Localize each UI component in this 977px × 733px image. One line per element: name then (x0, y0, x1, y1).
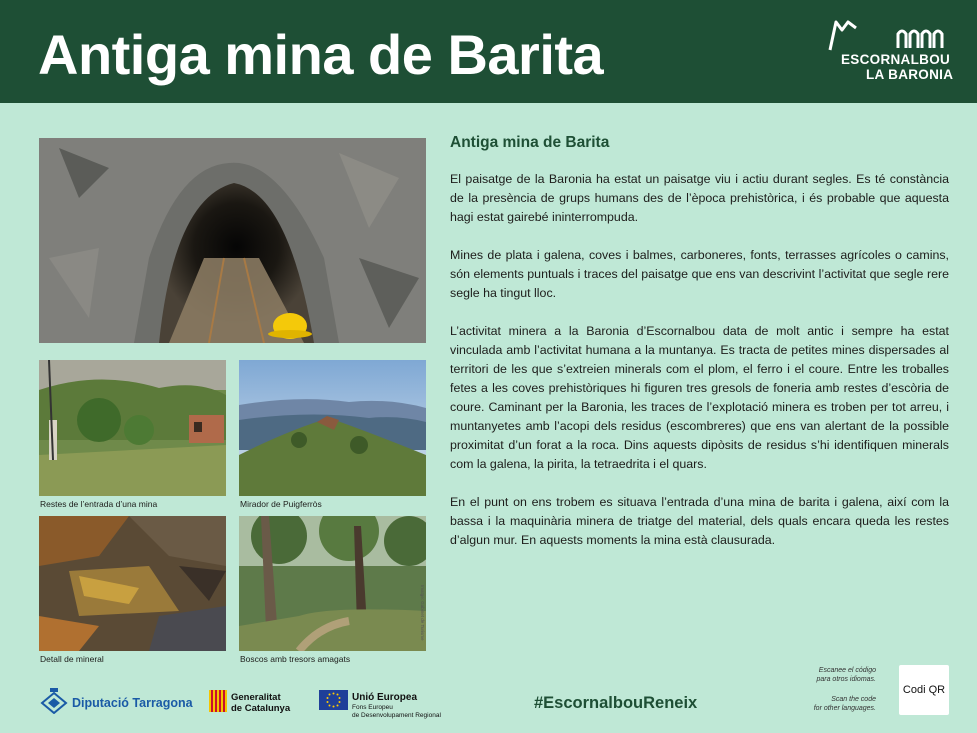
generalitat-line2: de Catalunya (231, 703, 291, 714)
caption-mineral-detail: Detall de mineral (40, 654, 104, 664)
paragraph-4: En el punt on ens trobem es situava l’entrada d’una mina de barita i galena, així com la bassa i la maquinària minera de triatge del material, dels quals encara queda les restes d’algun mur. En aquests moments la mina està clausurada. (450, 495, 949, 547)
scan-es-line2: para otros idiomas. (816, 676, 876, 683)
scan-en-line2: for other languages. (813, 705, 876, 712)
generalitat-logo (209, 690, 227, 717)
scan-en-line1: Scan the code (831, 696, 876, 703)
eu-title: Unió Europea (352, 692, 418, 703)
scan-es-line1: Escanee el código (818, 667, 876, 674)
eu-subtitle-line1: Fons Europeu (352, 704, 393, 711)
escornalbou-logo (826, 16, 956, 86)
eu-subtitle (352, 704, 441, 719)
photo-mine-entrance-remains (39, 360, 226, 496)
scan-text-en (790, 695, 876, 713)
page-title: Antiga mina de Barita (38, 23, 604, 86)
caption-mirador: Mirador de Puigferròs (240, 499, 322, 509)
caption-mine-entrance: Restes de l’entrada d’una mina (40, 499, 158, 509)
photo-mineral-detail (39, 516, 226, 651)
main-photo-mine-tunnel (39, 138, 426, 343)
logo-line2: LA BARONIA (866, 67, 954, 82)
paragraph-3: L’activitat minera a la Baronia d’Escornalbou data de molt antic i sempre ha estat vinculada amb l’activitat humana a la muntanya. Es tracta de petites mines dispersades al territori de les que s’extreien minerals com el plom, el ferro i el coure. Entre les troballes fetes a les coves prehistòriques hi figuren tres gresols de foneria amb restes d’escòria de coure. Caminant per la Baronia, les traces de l’explotació minera es troben per tot arreu, i muntanyetes amb l’acopi dels residus (escombreres) que ens van alertant de la possible proximitat d’un forat a la roca. Dins aquests dipòsits de residus s’hi identifiquen minerals com la galena, la pirita, la tetraedrita i el quars. (450, 324, 949, 471)
castle-mountain-icon (826, 16, 956, 56)
qr-code[interactable]: Codi QR (899, 665, 949, 715)
generalitat-label (231, 692, 290, 714)
diputacio-label: Diputació Tarragona (72, 696, 193, 710)
scan-text-es (790, 666, 876, 684)
paragraph-1: El paisatge de la Baronia ha estat un paisatge viu i actiu durant segles. Es té constància de la presència de grups humans des de l’època prehistòrica, i és probable que aquesta hagi estat gairebé ininterrompuda. (450, 172, 949, 224)
logo-line1: ESCORNALBOU (841, 52, 951, 67)
photo-credit: Imatge: Gabinet de Turisme (420, 585, 425, 641)
caption-forest: Boscos amb tresors amagats (240, 654, 351, 664)
diputacio-emblem-icon (40, 688, 68, 714)
eu-stars-icon (319, 690, 348, 710)
senyera-icon (209, 690, 227, 712)
section-title: Antiga mina de Barita (450, 134, 610, 151)
generalitat-line1: Generalitat (231, 692, 281, 703)
photo-mirador-puigferros (239, 360, 426, 496)
diputacio-logo (40, 688, 68, 719)
header-bar (0, 0, 977, 103)
hashtag: #EscornalbouReneix (534, 694, 698, 712)
photo-forest (239, 516, 426, 651)
paragraph-2: Mines de plata i galena, coves i balmes, carboneres, fonts, terrasses agrícoles o camins, són elements puntuals i traces del paisatge que ens van descrivint l’activitat que segle rere segle ha tingut lloc. (450, 248, 949, 300)
eu-flag (319, 690, 348, 715)
text-column (450, 134, 949, 569)
eu-subtitle-line2: de Desenvolupament Regional (352, 711, 441, 719)
